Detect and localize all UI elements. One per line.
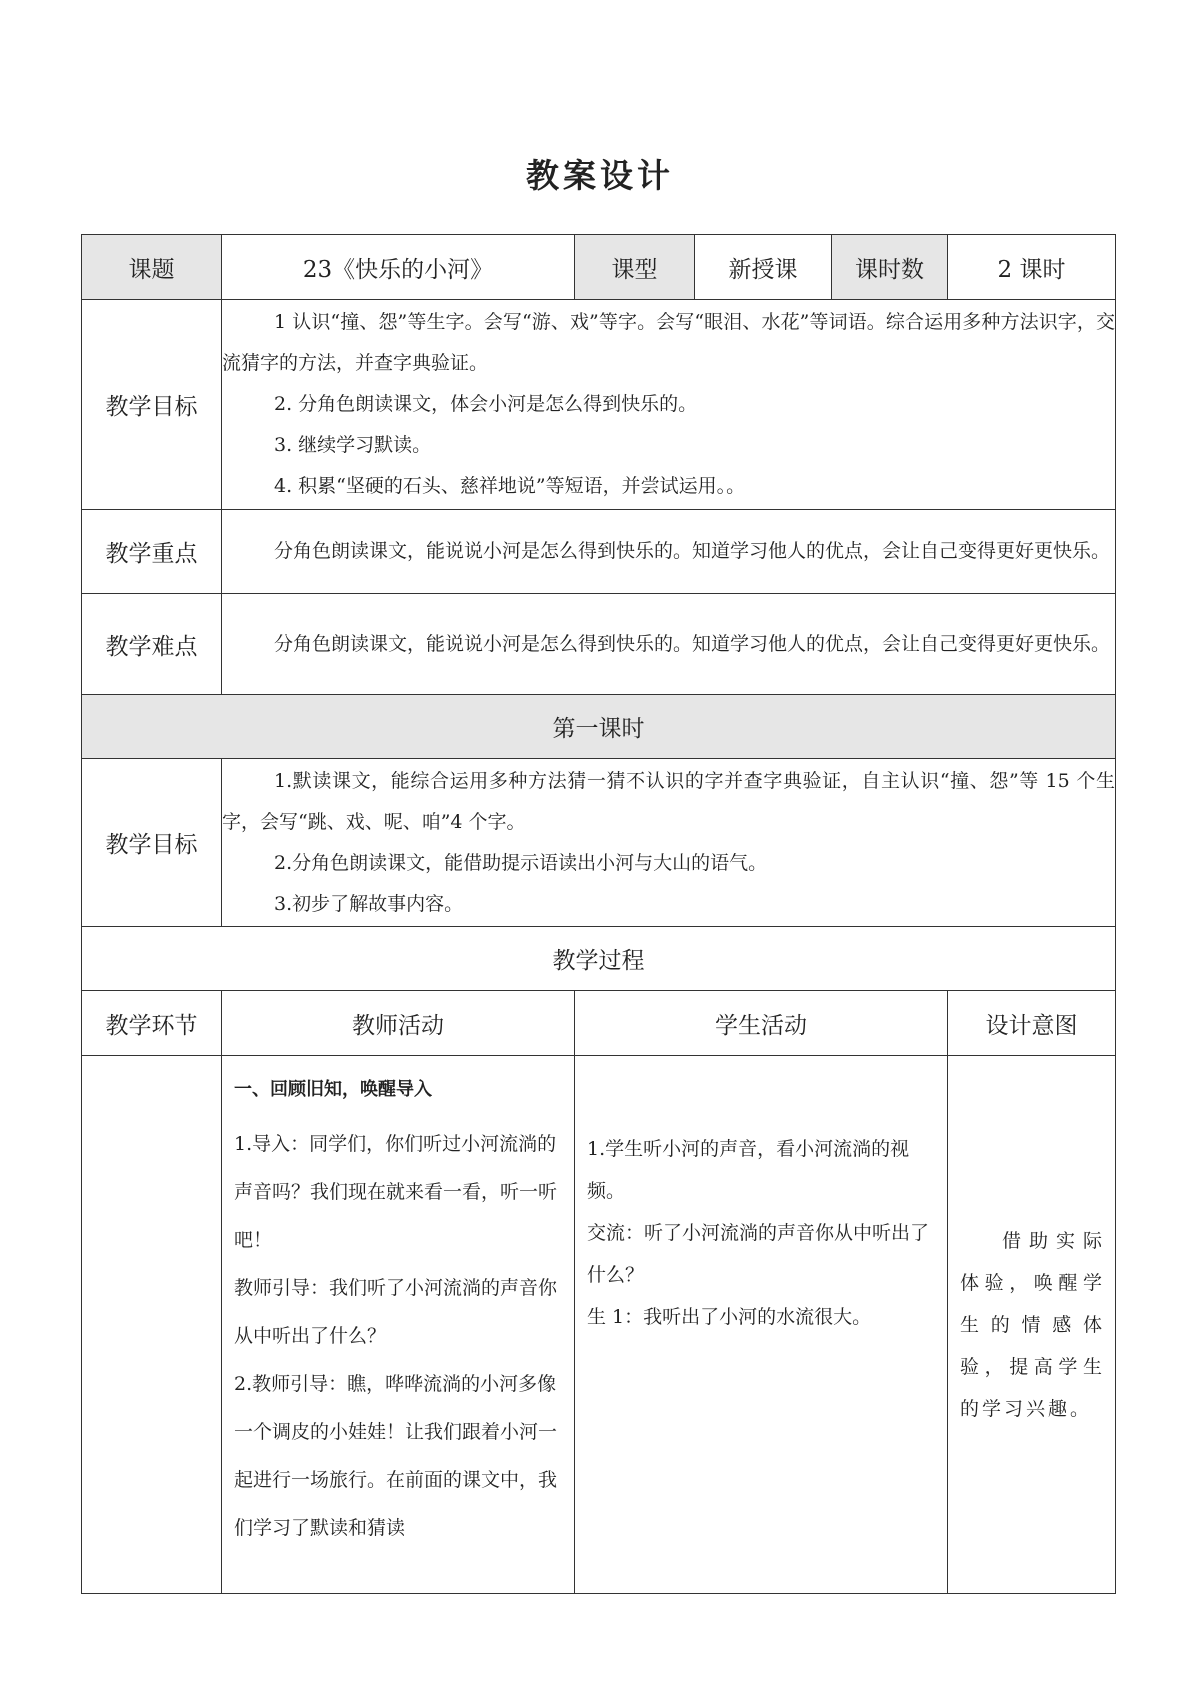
column-stage: 教学环节 [82, 991, 222, 1056]
teacher-line: 2.教师引导：瞧，哗哗流淌的小河多像一个调皮的小娃娃！让我们跟着小河一起进行一场旅行。在前面的课文中，我们学习了默读和猜读 [234, 1373, 558, 1539]
lesson1-goals-label: 教学目标 [82, 759, 222, 927]
goals-row [82, 300, 1116, 510]
difficulties-text: 分角色朗读课文，能说说小河是怎么得到快乐的。知道学习他人的优点，会让自己变得更好更快乐。 [274, 632, 1111, 655]
difficulties-row [82, 594, 1116, 695]
process-heading: 教学过程 [82, 927, 1116, 991]
lesson1-goal-item: 3.初步了解故事内容。 [274, 892, 464, 915]
column-intent: 设计意图 [948, 991, 1116, 1056]
goal-item: 2. 分角色朗读课文，体会小河是怎么得到快乐的。 [274, 393, 698, 415]
teacher-line: 1.导入：同学们，你们听过小河流淌的声音吗？我们现在就来看一看，听一听吧！ [234, 1133, 558, 1251]
difficulties-label: 教学难点 [82, 594, 222, 695]
header-row [82, 235, 1116, 300]
topic-value: 23《快乐的小河》 [222, 235, 575, 300]
column-teacher: 教师活动 [222, 991, 575, 1056]
key-points-row [82, 510, 1116, 594]
student-line: 生 1：我听出了小河的水流很大。 [587, 1306, 872, 1328]
type-label: 课型 [575, 235, 695, 300]
lesson1-goal-item: 2.分角色朗读课文，能借助提示语读出小河与大山的语气。 [274, 851, 768, 874]
student-line: 交流：听了小河流淌的声音你从中听出了什么？ [587, 1222, 930, 1286]
hours-label: 课时数 [832, 235, 948, 300]
lesson-plan-table [81, 234, 1116, 1594]
design-intent-cell [948, 1056, 1116, 1594]
lesson1-heading-row [82, 695, 1116, 759]
design-intent-text: 借助实际体验，唤醒学生的情感体验，提高学生的学习兴趣。 [960, 1229, 1105, 1420]
lesson1-heading: 第一课时 [82, 695, 1116, 759]
goals-content [222, 300, 1116, 510]
lesson1-goals-row [82, 759, 1116, 927]
type-value: 新授课 [695, 235, 832, 300]
lesson1-goals-content [222, 759, 1116, 927]
hours-value: 2 课时 [948, 235, 1116, 300]
process-columns-row [82, 991, 1116, 1056]
teacher-activity-cell [222, 1056, 575, 1594]
lesson1-goal-item: 1.默读课文，能综合运用多种方法猜一猜不认识的字并查字典验证，自主认识“撞、怨”等 15 个生字，会写“跳、戏、呢、咱”4 个字。 [222, 769, 1115, 833]
goal-item: 1 认识“撞、怨”等生字。会写“游、戏”等字。会写“眼泪、水花”等词语。综合运用多种方法识字，交流猜字的方法，并查字典验证。 [222, 311, 1115, 374]
column-student: 学生活动 [575, 991, 948, 1056]
key-points-label: 教学重点 [82, 510, 222, 594]
process-content-row [82, 1056, 1116, 1594]
goal-item: 3. 继续学习默读。 [274, 434, 432, 456]
process-heading-row [82, 927, 1116, 991]
topic-label: 课题 [82, 235, 222, 300]
stage-cell [82, 1056, 222, 1594]
goal-item: 4. 积累“坚硬的石头、慈祥地说”等短语，并尝试运用。。 [274, 475, 746, 497]
key-points-text: 分角色朗读课文，能说说小河是怎么得到快乐的。知道学习他人的优点，会让自己变得更好更快乐。 [274, 540, 1111, 562]
student-activity-cell [575, 1056, 948, 1594]
student-line: 1.学生听小河的声音，看小河流淌的视频。 [587, 1138, 910, 1202]
teacher-section-title: 一、回顾旧知，唤醒导入 [234, 1079, 432, 1100]
teacher-line: 教师引导：我们听了小河流淌的声音你从中听出了什么？ [234, 1277, 558, 1347]
page-title: 教案设计 [526, 156, 674, 195]
goals-label: 教学目标 [82, 300, 222, 510]
